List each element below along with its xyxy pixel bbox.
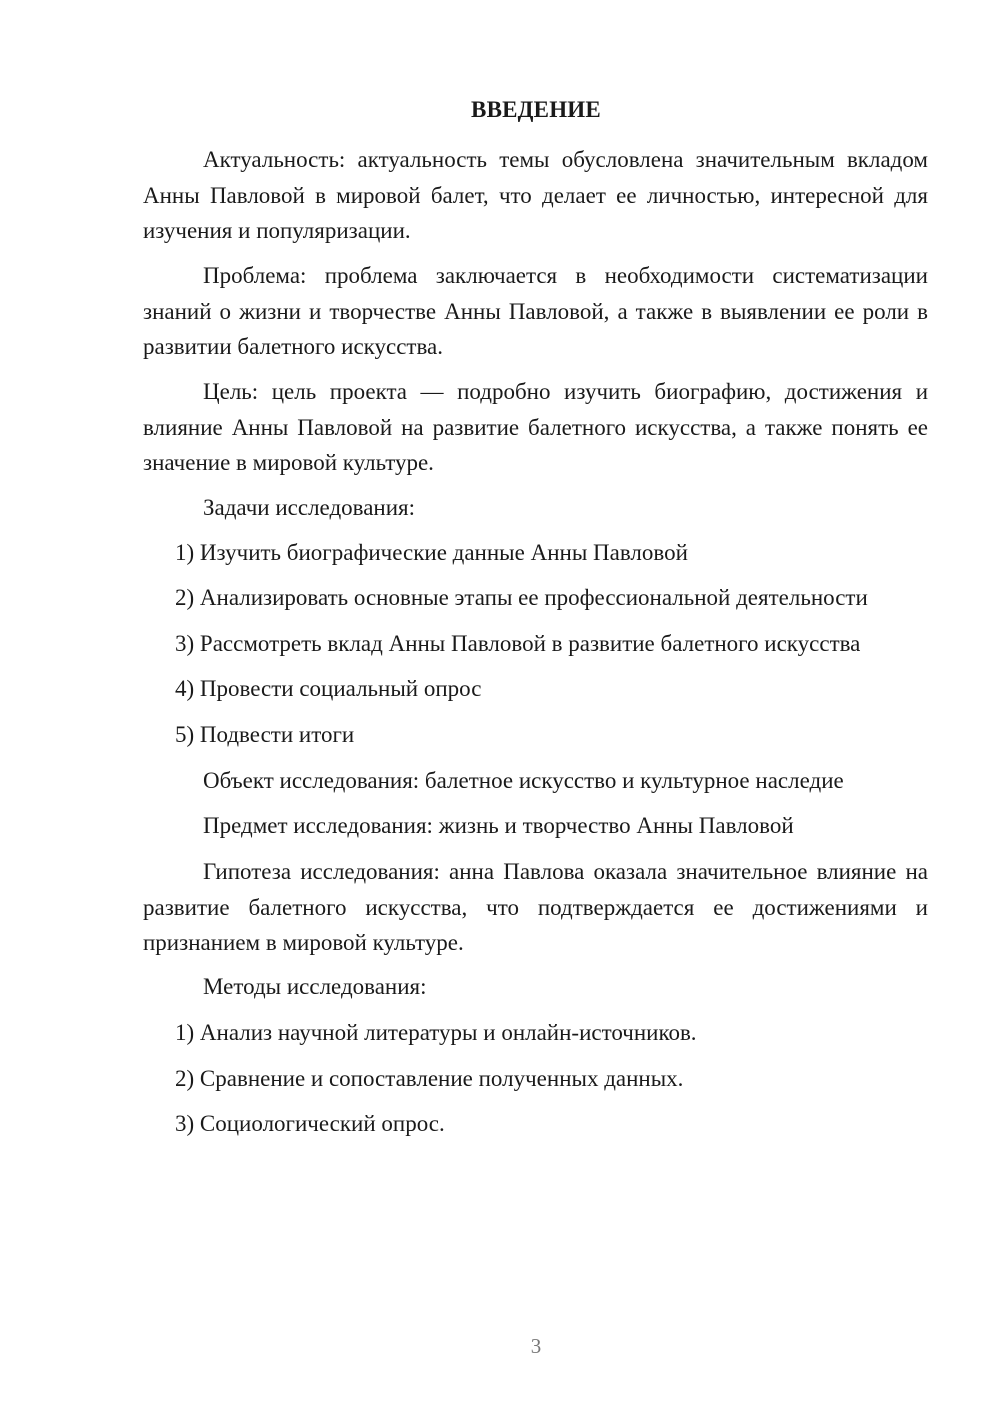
method-item: 2) Сравнение и сопоставление полученных данных. [175, 1066, 684, 1091]
problem-paragraph: Проблема: проблема заключается в необходимости систематизации знаний о жизни и творчестве Анны Павловой, а также в выявлении ее роли в развитии балетного искусства. [143, 263, 928, 359]
relevance-paragraph: Актуальность: актуальность темы обусловлена значительным вкладом Анны Павловой в мировой балет, что делает ее личностью, интересной для изучения и популяризации. [143, 147, 928, 243]
methods-title: Методы исследования: [203, 974, 427, 999]
method-item: 1) Анализ научной литературы и онлайн-источников. [175, 1020, 697, 1045]
task-item: 3) Рассмотреть вклад Анны Павловой в развитие балетного искусства [175, 631, 861, 656]
page-heading: ВВЕДЕНИЕ [471, 97, 601, 122]
tasks-title: Задачи исследования: [203, 495, 416, 520]
page-number: 3 [530, 1334, 542, 1358]
task-item: 4) Провести социальный опрос [175, 676, 482, 701]
goal-paragraph: Цель: цель проекта — подробно изучить биографию, достижения и влияние Анны Павловой на развитие балетного искусства, а также понять ее значение в мировой культуре. [143, 379, 928, 475]
object-line: Объект исследования: балетное искусство и культурное наследие [203, 768, 844, 793]
task-item: 5) Подвести итоги [175, 722, 355, 747]
method-item: 3) Социологический опрос. [175, 1111, 445, 1136]
subject-line: Предмет исследования: жизнь и творчество Анны Павловой [203, 813, 794, 838]
hypothesis-paragraph: Гипотеза исследования: анна Павлова оказала значительное влияние на развитие балетного искусства, что подтверждается ее достижениями и признанием в мировой культуре. [143, 859, 928, 955]
task-item: 1) Изучить биографические данные Анны Павловой [175, 540, 688, 565]
task-item: 2) Анализировать основные этапы ее профессиональной деятельности [175, 585, 868, 610]
